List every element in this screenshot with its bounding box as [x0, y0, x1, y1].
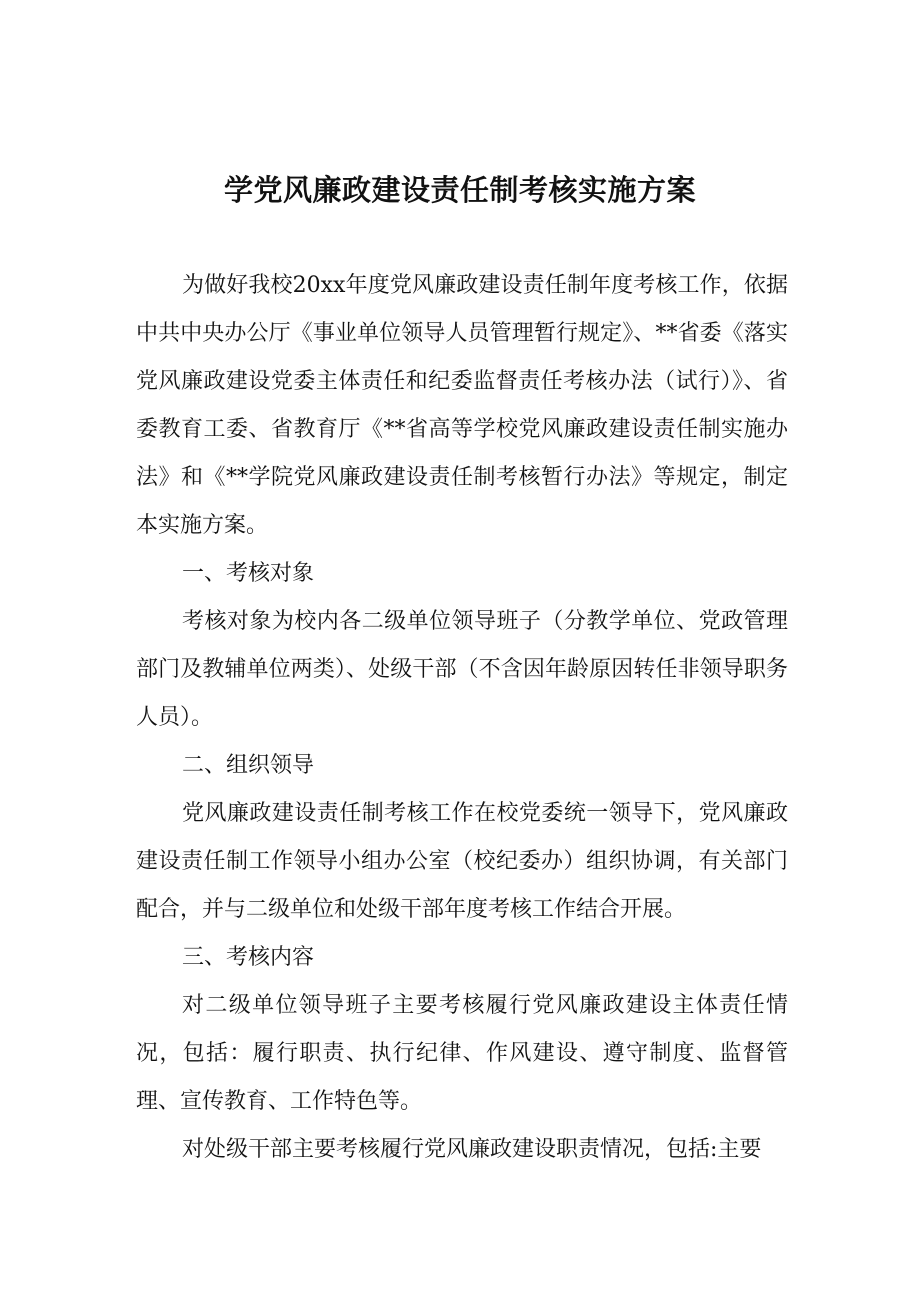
section-paragraph-units: 对二级单位领导班子主要考核履行党风廉政建设主体责任情况，包括：履行职责、执行纪律、作风建设、遵守制度、监督管理、宣传教育、工作特色等。: [136, 993, 788, 1114]
section-paragraph-cadres: 对处级干部主要考核履行党风廉政建设职责情况，包括:主要: [182, 1137, 762, 1162]
section-paragraph-objects: 考核对象为校内各二级单位领导班子（分教学单位、党政管理部门及教辅单位两类）、处级干部（不含因年龄原因转任非领导职务人员）。: [136, 609, 788, 730]
section-paragraph-organization: 党风廉政建设责任制考核工作在校党委统一领导下，党风廉政建设责任制工作领导小组办公室（校纪委办）组织协调，有关部门配合，并与二级单位和处级干部年度考核工作结合开展。: [136, 801, 788, 922]
intro-paragraph: 为做好我校20xx年度党风廉政建设责任制年度考核工作，依据中共中央办公厅《事业单位领导人员管理暂行规定》、**省委《落实党风廉政建设党委主体责任和纪委监督责任考核办法（试行）》、省委教育工委、省教育厅《**省高等学校党风廉政建设责任制实施办法》和《**学院党风廉政建设责任制考核暂行办法》等规定，制定本实施方案。: [136, 273, 788, 538]
document-body: [136, 262, 788, 1174]
document-title: 学党风廉政建设责任制考核实施方案: [223, 173, 696, 207]
section-heading-organization: 二、组织领导: [182, 753, 315, 778]
section-heading-objects: 一、考核对象: [182, 561, 315, 586]
section-heading-content: 三、考核内容: [182, 945, 315, 970]
